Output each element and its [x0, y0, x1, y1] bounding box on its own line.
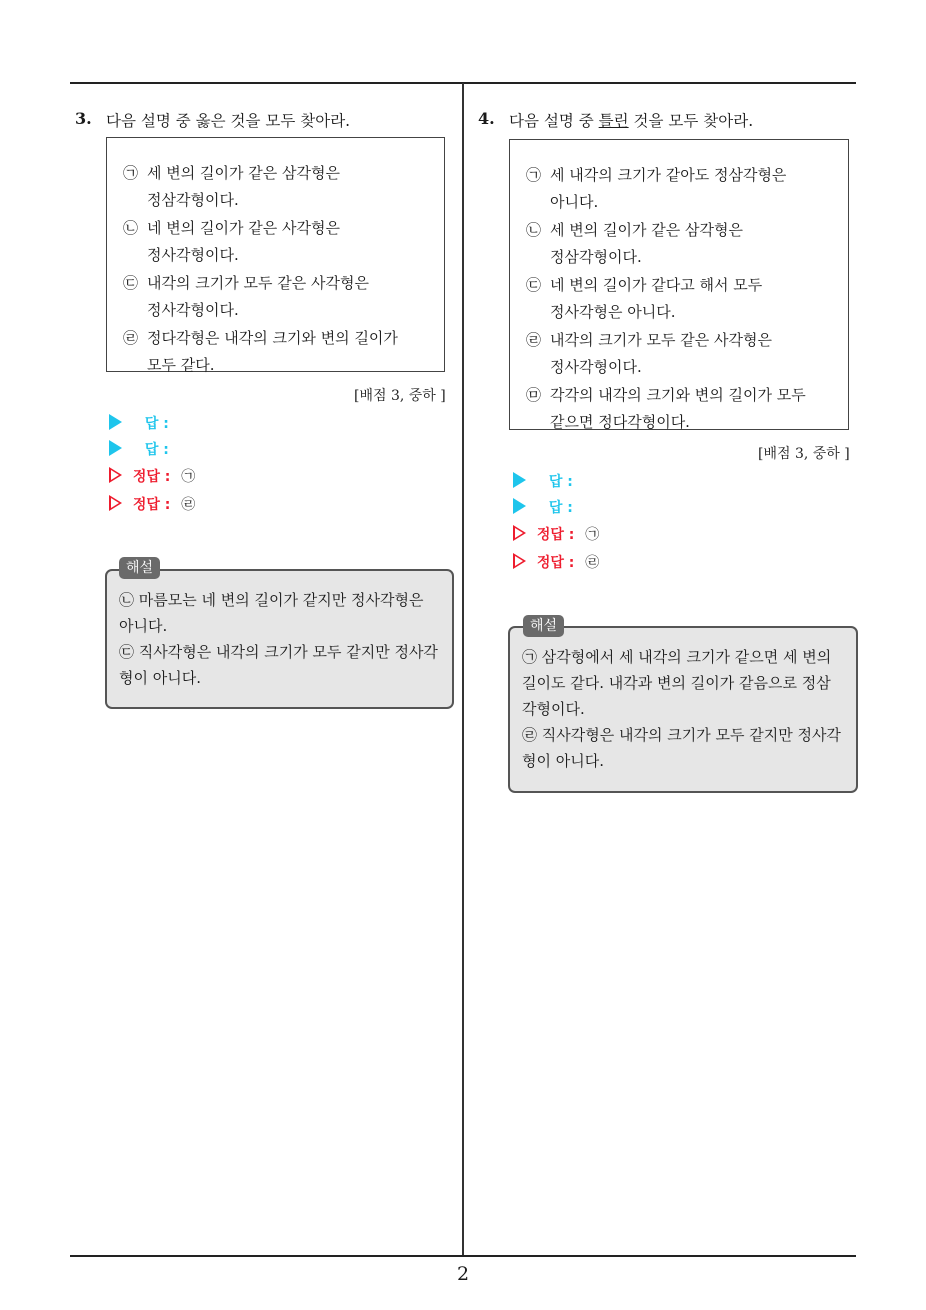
choice-mark: ㉡ [526, 221, 542, 239]
choice-mark: ㉤ [526, 386, 542, 404]
choice-item [526, 382, 806, 436]
choice-text: 각각의 내각의 크기와 변의 길이가 모두 [550, 386, 806, 404]
choice-text-cont: 같으면 정다각형이다. [550, 413, 690, 431]
column-divider [462, 83, 464, 1256]
correct-answer-line [109, 467, 195, 486]
choice-text-cont: 아니다. [550, 193, 599, 211]
explanation-line: ㉡ 마름모는 네 변의 길이가 같지만 정사각형은 [119, 591, 424, 609]
correct-answer-label: 정답 : [536, 555, 575, 571]
choice-text-cont: 모두 같다. [147, 356, 215, 374]
bottom-rule [70, 1255, 856, 1257]
choice-text-cont: 정사각형이다. [147, 301, 239, 319]
explanation-line: ㉢ 직사각형은 내각의 크기가 모두 같지만 정사각 [119, 643, 438, 661]
outline-triangle-icon [109, 467, 122, 483]
correct-answer-line [513, 525, 599, 544]
choice-mark: ㉢ [123, 274, 139, 292]
choice-mark: ㉡ [123, 219, 139, 237]
correct-answer-value: ㉣ [585, 555, 600, 571]
question-text: 다음 설명 중 옳은 것을 모두 찾아라. [106, 112, 351, 130]
explanation-tag: 해설 [523, 615, 564, 637]
question-text-underlined: 틀린 [598, 112, 629, 130]
page-number: 2 [456, 1263, 470, 1285]
question-text-part: 것을 모두 찾아라. [628, 112, 754, 130]
choice-text: 내각의 크기가 모두 같은 사각형은 [147, 274, 369, 292]
play-triangle-icon [109, 414, 122, 430]
choice-item [526, 327, 772, 381]
question-number: 4. [478, 109, 495, 128]
explanation-box [105, 569, 454, 709]
choice-box [509, 139, 849, 430]
outline-triangle-icon [513, 553, 526, 569]
choice-mark: ㉣ [123, 329, 139, 347]
choice-text: 세 변의 길이가 같은 삼각형은 [550, 221, 743, 239]
choice-mark: ㉢ [526, 276, 542, 294]
choice-text: 세 내각의 크기가 같아도 정삼각형은 [550, 166, 787, 184]
choice-item [526, 217, 743, 271]
score-label: [배점 3, 중하 ] [758, 446, 850, 462]
correct-answer-value: ㉣ [181, 497, 196, 513]
choice-text-cont: 정사각형이다. [147, 246, 239, 264]
choice-item [123, 215, 340, 269]
correct-answer-label: 정답 : [132, 497, 171, 513]
explanation-line: ㉠ 삼각형에서 세 내각의 크기가 같으면 세 변의 [522, 648, 832, 666]
outline-triangle-icon [109, 495, 122, 511]
question-text-part: 다음 설명 중 [509, 112, 599, 130]
answer-line [109, 440, 175, 459]
choice-mark: ㉠ [526, 166, 542, 184]
choice-item [123, 325, 398, 379]
choice-text-cont: 정사각형은 아니다. [550, 303, 676, 321]
explanation-tag: 해설 [119, 557, 160, 579]
correct-answer-label: 정답 : [536, 527, 575, 543]
correct-answer-line [109, 495, 195, 514]
explanation-line: 길이도 같다. 내각과 변의 길이가 같음으로 정삼 [522, 674, 831, 692]
explanation-line: ㉣ 직사각형은 내각의 크기가 모두 같지만 정사각 [522, 726, 841, 744]
choice-item [123, 270, 369, 324]
answer-label: 답 : [548, 500, 573, 516]
choice-text: 네 변의 길이가 같다고 해서 모두 [550, 276, 763, 294]
choice-text-cont: 정사각형이다. [550, 358, 642, 376]
choice-box [106, 137, 445, 372]
explanation-line: 형이 아니다. [119, 669, 201, 687]
play-triangle-icon [513, 472, 526, 488]
answer-label: 답 : [144, 442, 169, 458]
play-triangle-icon [513, 498, 526, 514]
choice-item [526, 272, 762, 326]
play-triangle-icon [109, 440, 122, 456]
choice-text-cont: 정삼각형이다. [550, 248, 642, 266]
choice-text: 정다각형은 내각의 크기와 변의 길이가 [147, 329, 398, 347]
question-number: 3. [75, 109, 92, 128]
choice-item [526, 162, 786, 216]
explanation-line: 형이 아니다. [522, 752, 604, 770]
choice-mark: ㉠ [123, 164, 139, 182]
answer-line [513, 498, 579, 517]
choice-text-cont: 정삼각형이다. [147, 191, 239, 209]
choice-item [123, 160, 340, 214]
answer-line [109, 414, 175, 433]
correct-answer-value: ㉠ [585, 527, 600, 543]
choice-mark: ㉣ [526, 331, 542, 349]
answer-label: 답 : [144, 416, 169, 432]
explanation-box [508, 626, 858, 793]
correct-answer-line [513, 553, 599, 572]
score-label: [배점 3, 중하 ] [354, 388, 446, 404]
answer-line [513, 472, 579, 491]
explanation-line: 각형이다. [522, 700, 585, 718]
correct-answer-value: ㉠ [181, 469, 196, 485]
answer-label: 답 : [548, 474, 573, 490]
question-text [509, 109, 753, 131]
choice-text: 네 변의 길이가 같은 사각형은 [147, 219, 340, 237]
explanation-line: 아니다. [119, 617, 168, 635]
choice-text: 세 변의 길이가 같은 삼각형은 [147, 164, 340, 182]
choice-text: 내각의 크기가 모두 같은 사각형은 [550, 331, 772, 349]
outline-triangle-icon [513, 525, 526, 541]
correct-answer-label: 정답 : [132, 469, 171, 485]
